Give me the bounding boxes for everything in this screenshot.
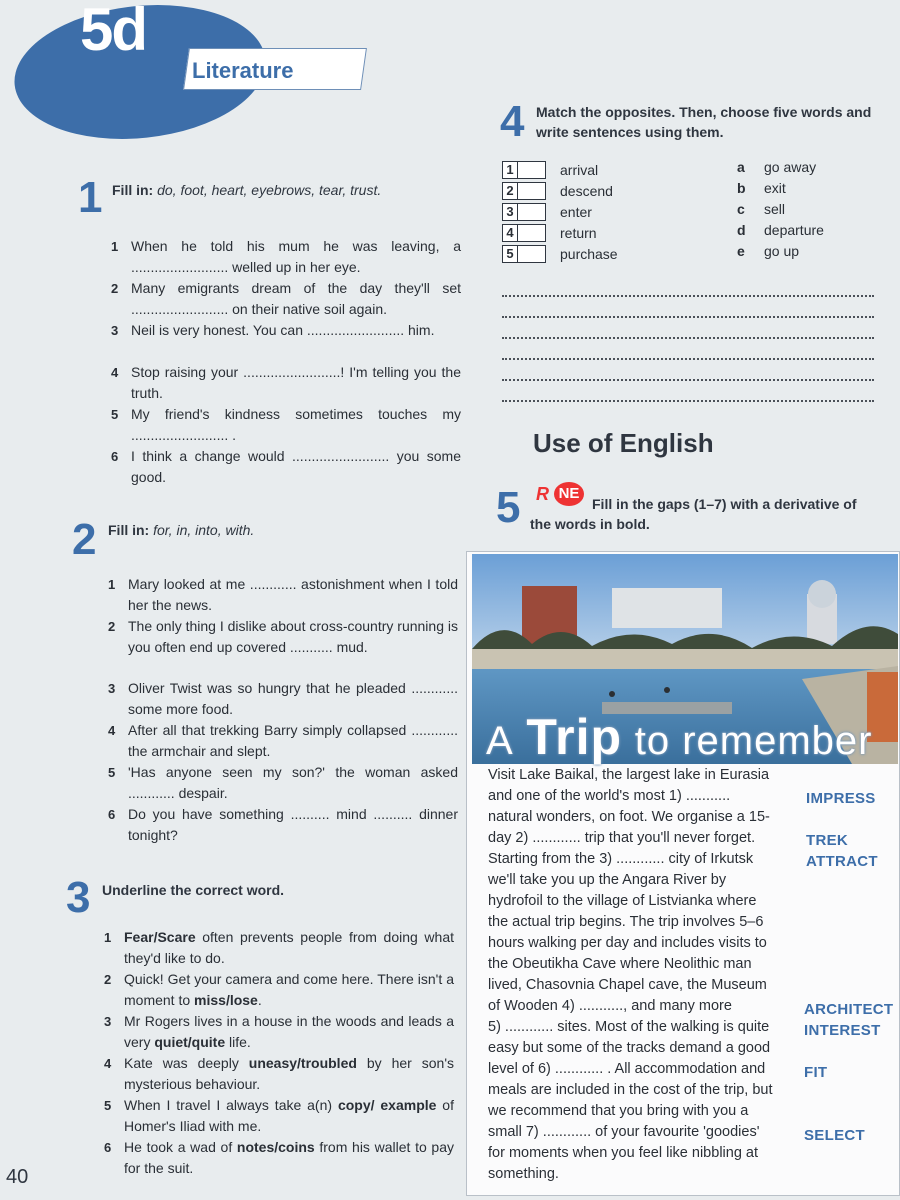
text-line: we recommend that you bring with you a — [488, 1103, 749, 1119]
exercise-4-number: 4 — [500, 97, 525, 146]
list-item: 1 When he told his mum he was leaving, a ......................... welled up in her eye. — [111, 238, 461, 275]
match-letter: c — [737, 201, 745, 217]
writing-line[interactable] — [502, 337, 874, 340]
answer-box[interactable]: 4 — [502, 224, 546, 242]
text-line: small 7) ............ of your favourite 'goodies' — [488, 1124, 760, 1140]
list-item: 2 Many emigrants dream of the day they'll set ......................... on their native soil again. — [111, 280, 461, 317]
text-line: hydrofoil to the village of Listvianka where — [488, 893, 757, 909]
list-item: 5 My friend's kindness sometimes touches my ......................... . — [111, 406, 461, 443]
match-letter: a — [737, 159, 745, 175]
text-line: and one of the world's most 1) ........... — [488, 788, 731, 804]
list-item: 3 Neil is very honest. You can ......................... him. — [111, 322, 435, 338]
keyword-interest: INTEREST — [804, 1022, 881, 1039]
exercise-5-number: 5 — [496, 483, 521, 532]
text-line: the Obeutikha Cave where Neolithic man — [488, 956, 752, 972]
reading-text — [488, 765, 791, 1185]
exercise-3-number: 3 — [66, 873, 91, 922]
keyword-impress: IMPRESS — [806, 790, 876, 807]
exercise-3-instruction: Underline the correct word. — [102, 882, 285, 898]
text-line: lived, Chasovnia Chapel cave, the Museum — [488, 977, 767, 993]
text-line: the actual trip begins. The trip involves 5–6 — [488, 914, 764, 930]
keyword-architect: ARCHITECT — [804, 1001, 894, 1018]
match-letter: d — [737, 222, 746, 238]
answer-box[interactable]: 5 — [502, 245, 546, 263]
text-line: we'll take you up the Angara River by — [488, 872, 727, 888]
match-option: departure — [764, 222, 824, 238]
text-line: 5) ............ sites. Most of the walking is quite — [488, 1019, 770, 1035]
list-item: 1 Mary looked at me ............ astonishment when I told her the news. — [108, 576, 458, 613]
exercise-2-number: 2 — [72, 515, 97, 564]
writing-line[interactable] — [502, 400, 874, 403]
text-line: level of 6) ............ . All accommodation and — [488, 1061, 766, 1077]
answer-box[interactable]: 1 — [502, 161, 546, 179]
list-item: 6 Do you have something .......... mind .......... dinner tonight? — [108, 806, 458, 843]
list-item: 5 'Has anyone seen my son?' the woman asked ............ despair. — [108, 764, 458, 801]
match-word: purchase — [560, 246, 618, 262]
list-item: 2 Quick! Get your camera and come here. There isn't a moment to miss/lose. — [104, 971, 454, 1008]
match-option: go away — [764, 159, 817, 175]
match-word: arrival — [560, 162, 599, 178]
text-line: for moments when you feel like nibbling at — [488, 1145, 759, 1161]
list-item: 3 Oliver Twist was so hungry that he pleaded ............ some more food. — [108, 680, 458, 717]
text-line: easy but some of the tracks demand a good — [488, 1040, 771, 1056]
keyword-select: SELECT — [804, 1127, 865, 1144]
text-line: meals are included in the cost of the trip, but — [488, 1082, 773, 1098]
list-item: 3 Mr Rogers lives in a house in the woods and leads a very quiet/quite life. — [104, 1013, 454, 1050]
text-line: something. — [488, 1166, 559, 1182]
unit-number: 5d — [80, 0, 147, 63]
text-line: of Wooden 4) ..........., and many more — [488, 998, 732, 1014]
match-word: descend — [560, 183, 613, 199]
list-item: 4 Stop raising your .........................! I'm telling you the truth. — [111, 364, 461, 401]
writing-line[interactable] — [502, 295, 874, 298]
match-option: exit — [764, 180, 786, 196]
match-letter: b — [737, 180, 746, 196]
exercise-2-instruction: Fill in: for, in, into, with. — [108, 522, 255, 538]
writing-line[interactable] — [502, 379, 874, 382]
list-item: 5 When I travel I always take a(n) copy/ example of Homer's Iliad with me. — [104, 1097, 454, 1134]
exercise-4-instruction: Match the opposites. Then, choose five words and write sentences using them. — [536, 104, 872, 140]
list-item: 6 He took a wad of notes/coins from his wallet to pay for the suit. — [104, 1139, 455, 1176]
text-line: hours walking per day and includes visits to — [488, 935, 767, 951]
text-line: Starting from the 3) ............ city of Irkutsk — [488, 851, 754, 867]
keyword-fit: FIT — [804, 1064, 828, 1081]
exercise-1-instruction: Fill in: do, foot, heart, eyebrows, tear, trust. — [112, 182, 382, 198]
keyword-attract: ATTRACT — [806, 853, 878, 870]
match-word: return — [560, 225, 597, 241]
list-item: 4 Kate was deeply uneasy/troubled by her son's mysterious behaviour. — [104, 1055, 455, 1092]
match-letter: e — [737, 243, 745, 259]
text-line: Visit Lake Baikal, the largest lake in Eurasia — [488, 767, 770, 783]
page-number: 40 — [6, 1166, 29, 1188]
exercise-5-instruction: Fill in the gaps (1–7) with a derivative of the words in bold. — [530, 496, 857, 532]
match-word: enter — [560, 204, 592, 220]
text-line: day 2) ............ trip that you'll never forget. — [488, 830, 756, 846]
keyword-trek: TREK — [806, 832, 849, 849]
text-line: natural wonders, on foot. We organise a 15- — [488, 809, 770, 825]
exercise-1-number: 1 — [78, 173, 103, 222]
rne-badge: R NE — [536, 484, 590, 506]
list-item: 2 The only thing I dislike about cross-country running is you often end up covered ........... mud. — [108, 618, 458, 655]
writing-line[interactable] — [502, 316, 874, 319]
answer-box[interactable]: 3 — [502, 203, 546, 221]
text-title: A Trip to remember — [486, 709, 873, 765]
list-item: 4 After all that trekking Barry simply collapsed ............ the armchair and slept. — [108, 722, 458, 759]
match-option: go up — [764, 243, 800, 259]
list-item: 1 Fear/Scare often prevents people from doing what they'd like to do. — [104, 929, 454, 966]
unit-title: Literature — [192, 58, 294, 83]
section-heading: Use of English — [533, 428, 714, 458]
writing-line[interactable] — [502, 358, 874, 361]
match-option: sell — [764, 201, 786, 217]
list-item: 6 I think a change would ......................... you some good. — [111, 448, 461, 485]
answer-box[interactable]: 2 — [502, 182, 546, 200]
